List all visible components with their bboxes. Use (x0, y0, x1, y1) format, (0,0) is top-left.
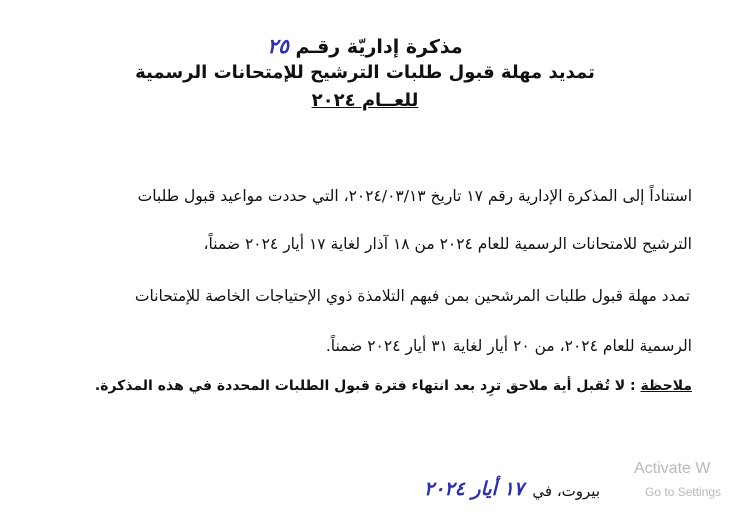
memo-number: ٢٥ (267, 34, 289, 58)
note-text: : لا تُقبل أية ملاحق ترِد بعد انتهاء فترة قبول الطلبات المحددة في هذه المذكرة. (94, 378, 641, 394)
memo-title (60, 34, 670, 58)
body-line-4: الرسمية للعام ٢٠٢٤، من ٢٠ أيار لغاية ٣١ أيار ٢٠٢٤ ضمناً. (325, 337, 692, 355)
signature-place: بيروت، في (532, 482, 600, 500)
note (32, 378, 692, 394)
activation-watermark-title: Activate W (634, 460, 711, 477)
body-line-1: استناداً إلى المذكرة الإدارية رقم ١٧ تاريخ ٢٠٢٤/٠٣/١٣، التي حددت مواعيد قبول طلبات (137, 187, 692, 205)
memo-prefix: مذكرة إداريّة رقـم (295, 36, 463, 58)
memo-year (60, 90, 670, 111)
body-line-2: الترشيح للامتحانات الرسمية للعام ٢٠٢٤ من ١٨ آذار لغاية ١٧ أيار ٢٠٢٤ ضمناً، (203, 235, 692, 253)
memo-subject: تمديد مهلة قبول طلبات الترشيح للإمتحانات الرسمية (135, 62, 595, 83)
body-line-3: تمدد مهلة قبول طلبات المرشحين بمن فيهم التلامذة ذوي الإحتياجات الخاصة للإمتحانات (134, 287, 690, 305)
activation-watermark-subtitle: Go to Settings (645, 485, 722, 499)
signature-row (370, 478, 600, 506)
note-label: ملاحظة (640, 378, 692, 394)
handwritten-date: ١٧ أيار ٢٠٢٤ (423, 478, 524, 500)
memo-year-text: للعــام ٢٠٢٤ (311, 90, 419, 111)
